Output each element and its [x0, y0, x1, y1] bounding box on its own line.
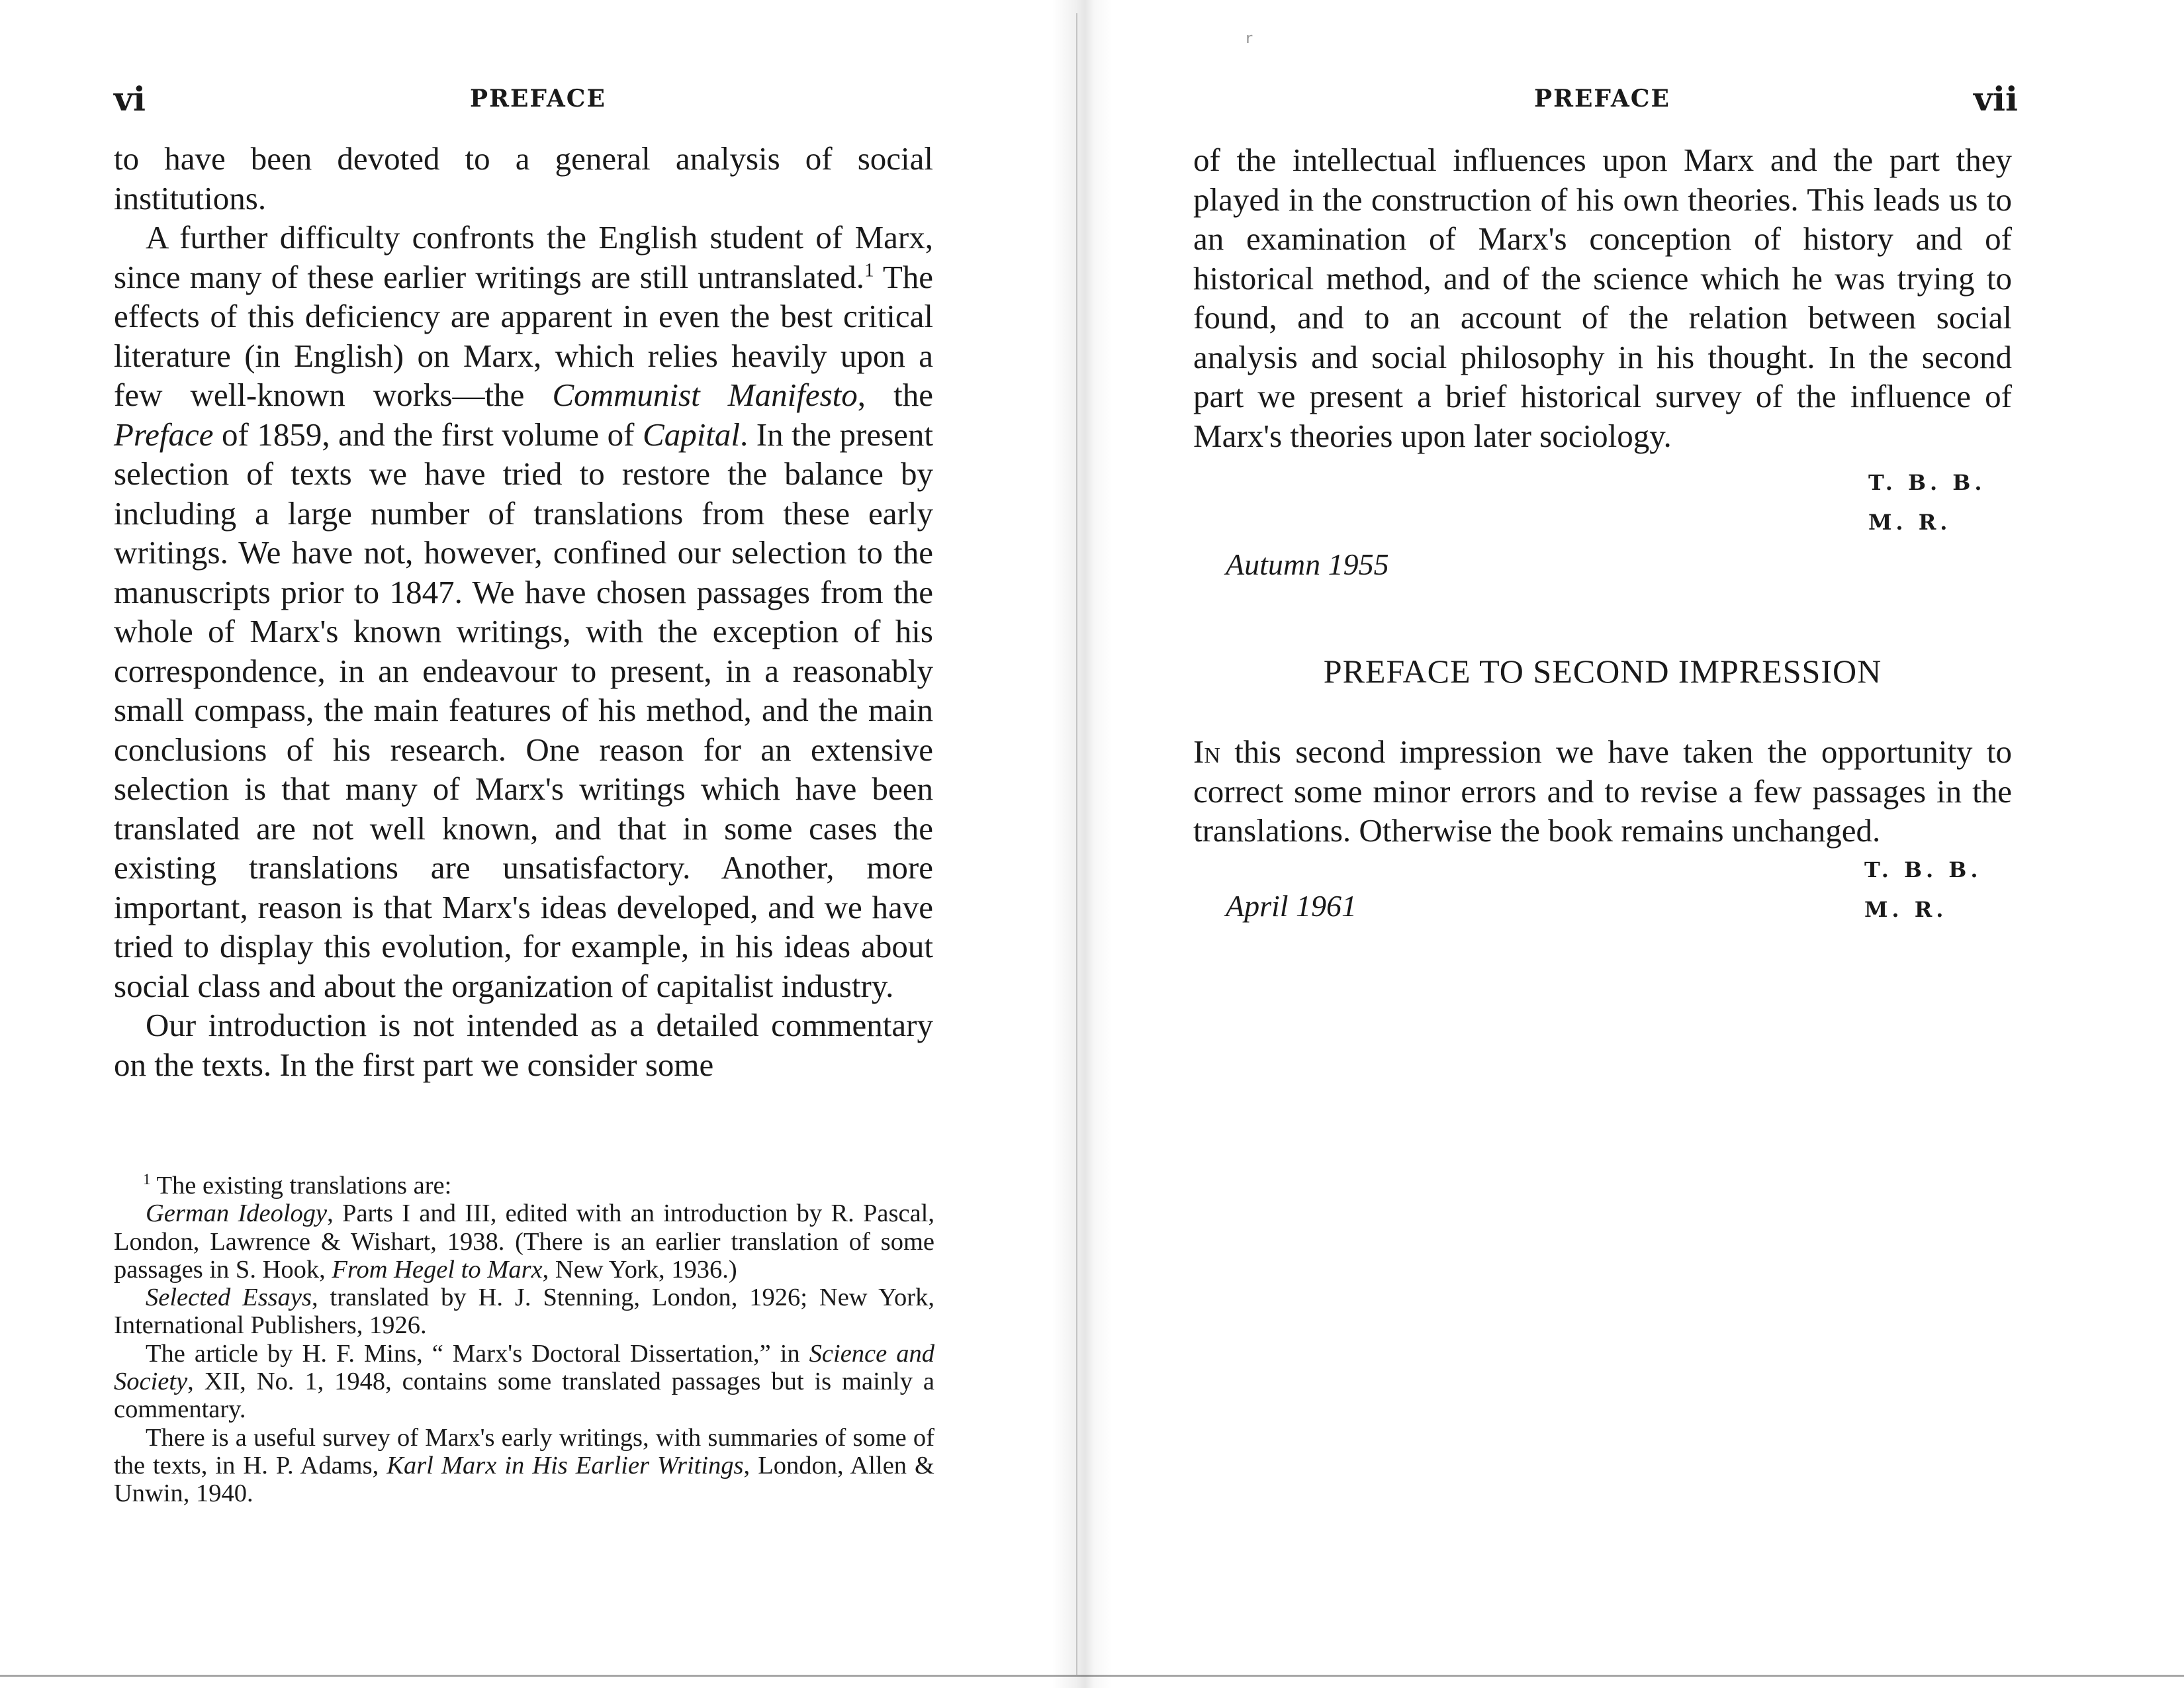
fn1-end: , New York, 1936.): [542, 1255, 737, 1284]
paragraph-1: to have been devoted to a general analysis of social institutions.: [114, 140, 933, 216]
paragraph-3: Our introduction is not intended as a detailed commentary on the texts. In the first part we consider some: [114, 1007, 933, 1083]
fn3-end: , XII, No. 1, 1948, contains some translated passages but is mainly a commentary.: [114, 1368, 934, 1424]
footnote-item-1: [114, 1199, 934, 1284]
fn4-end: , London, Allen & Unwin, 1940.: [114, 1451, 935, 1508]
paragraph-2-cont: The effects of this deficiency are apparent in even the best critical literature (in English) on Marx, which relies heavily upon a few well-known works—the: [114, 258, 933, 413]
signature-initials-3: T. B. B.: [1864, 857, 1982, 882]
right-paragraph-1: of the intellectual influences upon Marx and the part they played in the construction of his own theories. This leads us to an examination of Marx's conception of history and of historical method, and of the science which he was trying to found, and to an account of the relation between social analysis and social philosophy in his thought. In the second part we present a brief historical survey of the influence of Marx's theories upon later sociology.: [1193, 142, 2012, 454]
footnotes: [114, 1172, 934, 1508]
paragraph-2-sep2: of 1859, and the first volume of: [213, 416, 643, 453]
paragraph-2-sep1: , the: [857, 377, 933, 413]
fn-title-karl-marx: Karl Marx in His Earlier Writings: [387, 1451, 744, 1479]
fn-title-selected-essays: Selected Essays: [146, 1284, 312, 1312]
second-impression-text: [1193, 732, 2012, 851]
title-capital: Capital: [643, 416, 741, 453]
signature-initials-1: T. B. B.: [1868, 470, 1986, 495]
fn-title-from-hegel: From Hegel to Marx: [332, 1255, 543, 1284]
page-number-left: vi: [114, 79, 146, 118]
footnote-heading-text: The existing translations are:: [156, 1172, 452, 1199]
left-page: [0, 0, 1072, 1688]
pencil-mark: ʳ: [1246, 28, 1253, 58]
footnote-ref: 1: [864, 259, 874, 281]
fn1-text: , Parts I and III, edited with an introduction by R. Pascal, London, Lawrence & Wishart, 1938. (There is an earlier translation of some passages in S. Hook,: [114, 1199, 934, 1284]
second-impression-initial: In: [1193, 733, 1220, 770]
footnote-item-3: [114, 1340, 934, 1424]
section-heading: PREFACE TO SECOND IMPRESSION: [1323, 653, 1882, 690]
fn-title-german-ideology: German Ideology: [146, 1199, 328, 1228]
right-page: [1072, 0, 2184, 1688]
signature-initials-2: M. R.: [1868, 510, 1952, 535]
title-preface: Preface: [114, 416, 214, 453]
footnote-marker: 1: [143, 1170, 151, 1188]
second-impression-body: this second impression we have taken the opportunity to correct some minor errors and to revise a few passages in the translations. Otherwise the book remains unchanged.: [1193, 733, 2012, 849]
paragraph-2-rest: . In the present selection of texts we have tried to restore the balance by including a large number of translations from these early writings. We have not, however, confined our selection to the manuscripts prior to 1847. We have chosen passages from the whole of Marx's known writings, with the exception of his correspondence, in an endeavour to present, in a reasonably small compass, the main features of his method, and the main conclusions of his research. One reason for an extensive selection is that many of Marx's writings which have been translated are not well known, and that in some cases the existing translations are unsatisfactory. Another, more important, reason is that Marx's ideas developed, and we have tried to display this evolution, for example, in his ideas about social class and about the organization of capitalist industry.: [114, 416, 933, 1004]
left-body-text: [114, 139, 933, 1084]
paragraph-2-text: A further difficulty confronts the English student of Marx, since many of these earlier writings are still untranslated.: [114, 219, 933, 295]
fn4-text: There is a useful survey of Marx's early writings, with summaries of some of the texts, in H. P. Adams,: [114, 1423, 934, 1479]
right-body-text: [1193, 140, 2012, 455]
paragraph-2: [114, 218, 933, 1006]
title-communist-manifesto: Communist Manifesto: [552, 377, 858, 413]
footnote-item-4: [114, 1424, 934, 1508]
fn-title-science-society: Science and Society: [114, 1339, 934, 1396]
date-autumn: Autumn 1955: [1226, 547, 1389, 581]
fn3-text: The article by H. F. Mins, “ Marx's Doctoral Dissertation,” in: [146, 1339, 809, 1368]
footnote-heading: [114, 1172, 934, 1199]
page-number-right: vii: [1974, 79, 2019, 118]
footnote-item-2: [114, 1284, 934, 1340]
date-april: April 1961: [1226, 889, 1357, 923]
running-head-left: PREFACE: [470, 85, 606, 113]
second-impression-paragraph: [1193, 732, 2012, 851]
signature-initials-4: M. R.: [1864, 897, 1948, 922]
running-head-right: PREFACE: [1534, 85, 1670, 113]
fn2-text: , translated by H. J. Stenning, London, 1926; New York, International Publishers, 1926.: [114, 1284, 934, 1340]
